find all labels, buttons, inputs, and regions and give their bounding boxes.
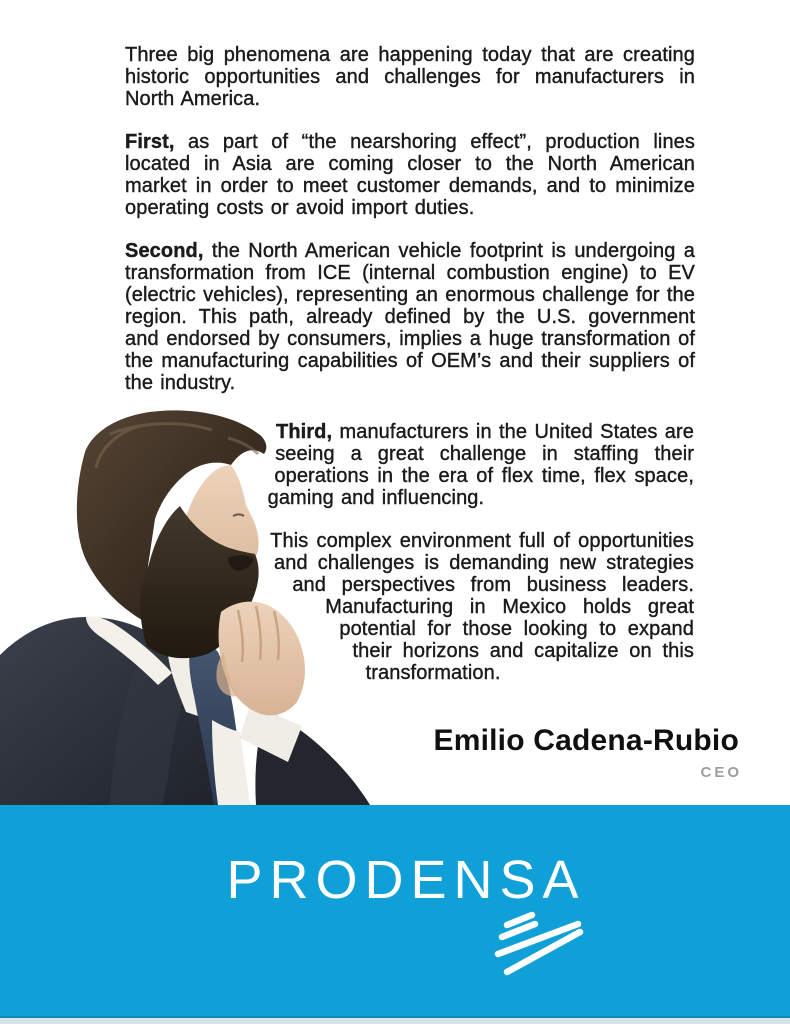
paragraph-text: the North American vehicle footprint is undergoing a transformation from ICE (internal combustion engine) to EV (electric vehicles), representing an enormous challenge for the region. This path, already defined by the U.S. government and endorsed by consumers, implies a huge transformation of the manufacturing capabilities of OEM’s and their suppliers of the industry. — [125, 240, 695, 394]
paragraph-2 — [125, 131, 695, 219]
footer-band — [0, 805, 790, 1016]
paragraph-lead: Second, — [125, 240, 204, 262]
bottom-strip — [0, 1016, 790, 1024]
author-name: Emilio Cadena-Rubio — [433, 724, 739, 757]
author-block — [434, 724, 740, 781]
paragraph-text: This complex environment full of opportunities and challenges is demanding new strategies and perspectives from business leaders. Manufacturing in Mexico holds great potential for those looking to expand their horizons and capitalize on this transformation. — [270, 530, 694, 684]
article-wrap — [0, 415, 694, 761]
paragraph-1 — [125, 44, 695, 110]
paragraph-text: as part of “the nearshoring effect”, production lines located in Asia are coming closer to the North American market in order to meet customer demands, and to minimize operating costs or avoid import duties. — [125, 131, 695, 219]
paragraph-text: manufacturers in the United States are seeing a great challenge in staffing their operations in the era of flex time, flex space, gaming and influencing. — [267, 421, 694, 509]
paragraph-lead: Third, — [276, 421, 333, 443]
paragraph-text: Three big phenomena are happening today that are creating historic opportunities and challenges for manufacturers in North America. — [125, 44, 695, 110]
prodensa-wordmark: PRODENSA — [226, 850, 586, 910]
diagonal-slashes-icon — [490, 905, 590, 985]
author-title: CEO — [700, 764, 742, 781]
article-intro — [125, 44, 695, 415]
paragraph-lead: First, — [125, 131, 175, 153]
paragraph-3 — [125, 240, 695, 394]
